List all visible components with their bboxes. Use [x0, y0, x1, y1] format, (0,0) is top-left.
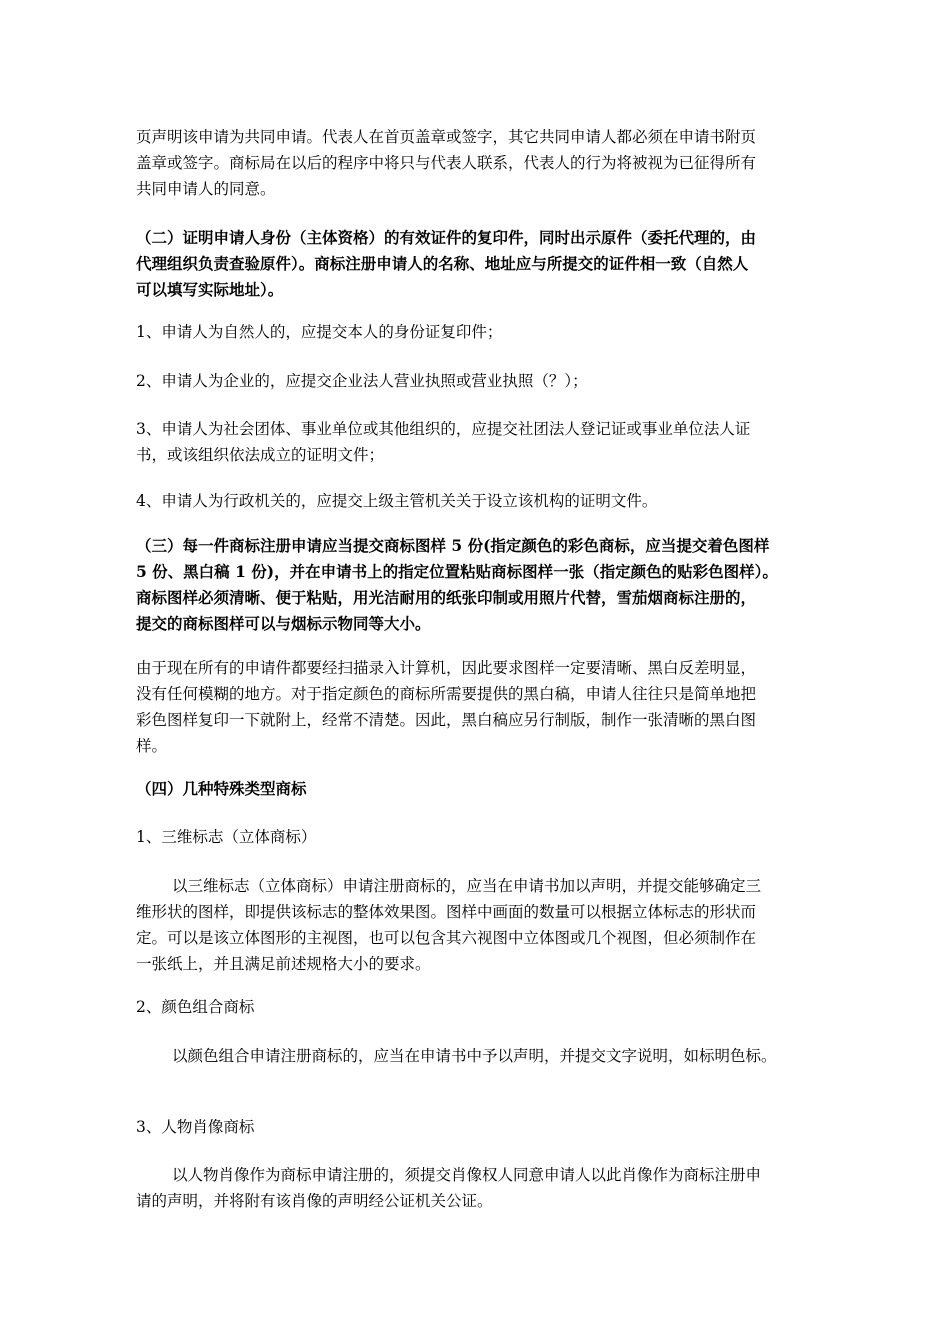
subheading-color-mark [136, 994, 816, 1020]
text-line: 可以填写实际地址）。 [136, 280, 284, 299]
list-item-4 [136, 488, 816, 514]
text-line: 2、申请人为企业的，应提交企业法人营业执照或营业执照（？）； [136, 372, 588, 390]
text-line: 共同申请人的同意。 [136, 180, 276, 198]
text-line: 一张纸上，并且满足前述规格大小的要求。 [136, 955, 431, 973]
text-line: 5 份、黑白稿 1 份)，并在申请书上的指定位置粘贴商标图样一张（指定颜色的贴彩色图样）。 [136, 562, 778, 581]
text-line: 定。可以是该立体图形的主视图，也可以包含其六视图中立体图或几个视图，但必须制作在 [136, 929, 757, 947]
section-heading-4 [136, 776, 816, 802]
section-heading-3 [136, 533, 816, 637]
text-line: 书，或该组织依法成立的证明文件； [136, 446, 385, 464]
subheading-portrait-mark [136, 1114, 816, 1140]
list-item-1 [136, 319, 816, 345]
paragraph-joint-application [136, 124, 816, 202]
text-line: 彩色图样复印一下就附上，经常不清楚。因此，黑白稿应另行制版，制作一张清晰的黑白图 [136, 711, 757, 729]
text-line: 由于现在所有的申请件都要经扫描录入计算机，因此要求图样一定要清晰、黑白反差明显， [136, 659, 757, 677]
text-line: 以颜色组合申请注册商标的，应当在申请书中予以声明，并提交文字说明，如标明色标。 [172, 1047, 777, 1065]
text-line: 3、申请人为社会团体、事业单位或其他组织的，应提交社团法人登记证或事业单位法人证 [136, 420, 751, 438]
text-line: （四）几种特殊类型商标 [136, 779, 307, 798]
list-item-2 [136, 368, 816, 394]
text-line: （三）每一件商标注册申请应当提交商标图样 5 份(指定颜色的彩色商标，应当提交着色图样 [136, 536, 770, 555]
subheading-3d-mark [136, 824, 816, 850]
text-line: 盖章或签字。商标局在以后的程序中将只与代表人联系，代表人的行为将被视为已征得所有 [136, 154, 757, 172]
text-line: 页声明该申请为共同申请。代表人在首页盖章或签字，其它共同申请人都必须在申请书附页 [136, 128, 757, 146]
text-line: 1、三维标志（立体商标） [136, 828, 317, 846]
text-line: 没有任何模糊的地方。对于指定颜色的商标所需要提供的黑白稿，申请人往往只是简单地把 [136, 685, 757, 703]
text-line: 提交的商标图样可以与烟标示物同等大小。 [136, 614, 431, 633]
list-item-3 [136, 416, 816, 468]
text-line: （二）证明申请人身份（主体资格）的有效证件的复印件，同时出示原件（委托代理的，由 [136, 228, 757, 247]
paragraph-portrait-mark [136, 1162, 816, 1214]
paragraph-color-mark [136, 1043, 816, 1069]
text-line: 代理组织负责查验原件）。商标注册申请人的名称、地址应与所提交的证件相一致（自然人 [136, 254, 749, 273]
text-line: 维形状的图样，即提供该标志的整体效果图。图样中画面的数量可以根据立体标志的形状而 [136, 903, 757, 921]
text-line: 以人物肖像作为商标申请注册的，须提交肖像权人同意申请人以此肖像作为商标注册申 [172, 1166, 762, 1184]
section-heading-2 [136, 225, 816, 303]
text-line: 请的声明，并将附有该肖像的声明经公证机关公证。 [136, 1192, 493, 1210]
paragraph-scan-requirements [136, 655, 816, 759]
text-line: 4、申请人为行政机关的，应提交上级主管机关关于设立该机构的证明文件。 [136, 492, 658, 510]
text-line: 以三维标志（立体商标）申请注册商标的，应当在申请书加以声明，并提交能够确定三 [172, 877, 762, 895]
text-line: 样。 [136, 737, 168, 755]
text-line: 3、人物肖像商标 [136, 1118, 255, 1136]
text-line: 1、申请人为自然人的，应提交本人的身份证复印件； [136, 323, 503, 341]
text-line: 商标图样必须清晰、便于粘贴，用光洁耐用的纸张印制或用照片代替，雪茄烟商标注册的， [136, 588, 757, 607]
text-line: 2、颜色组合商标 [136, 998, 255, 1016]
paragraph-3d-mark [136, 873, 816, 977]
